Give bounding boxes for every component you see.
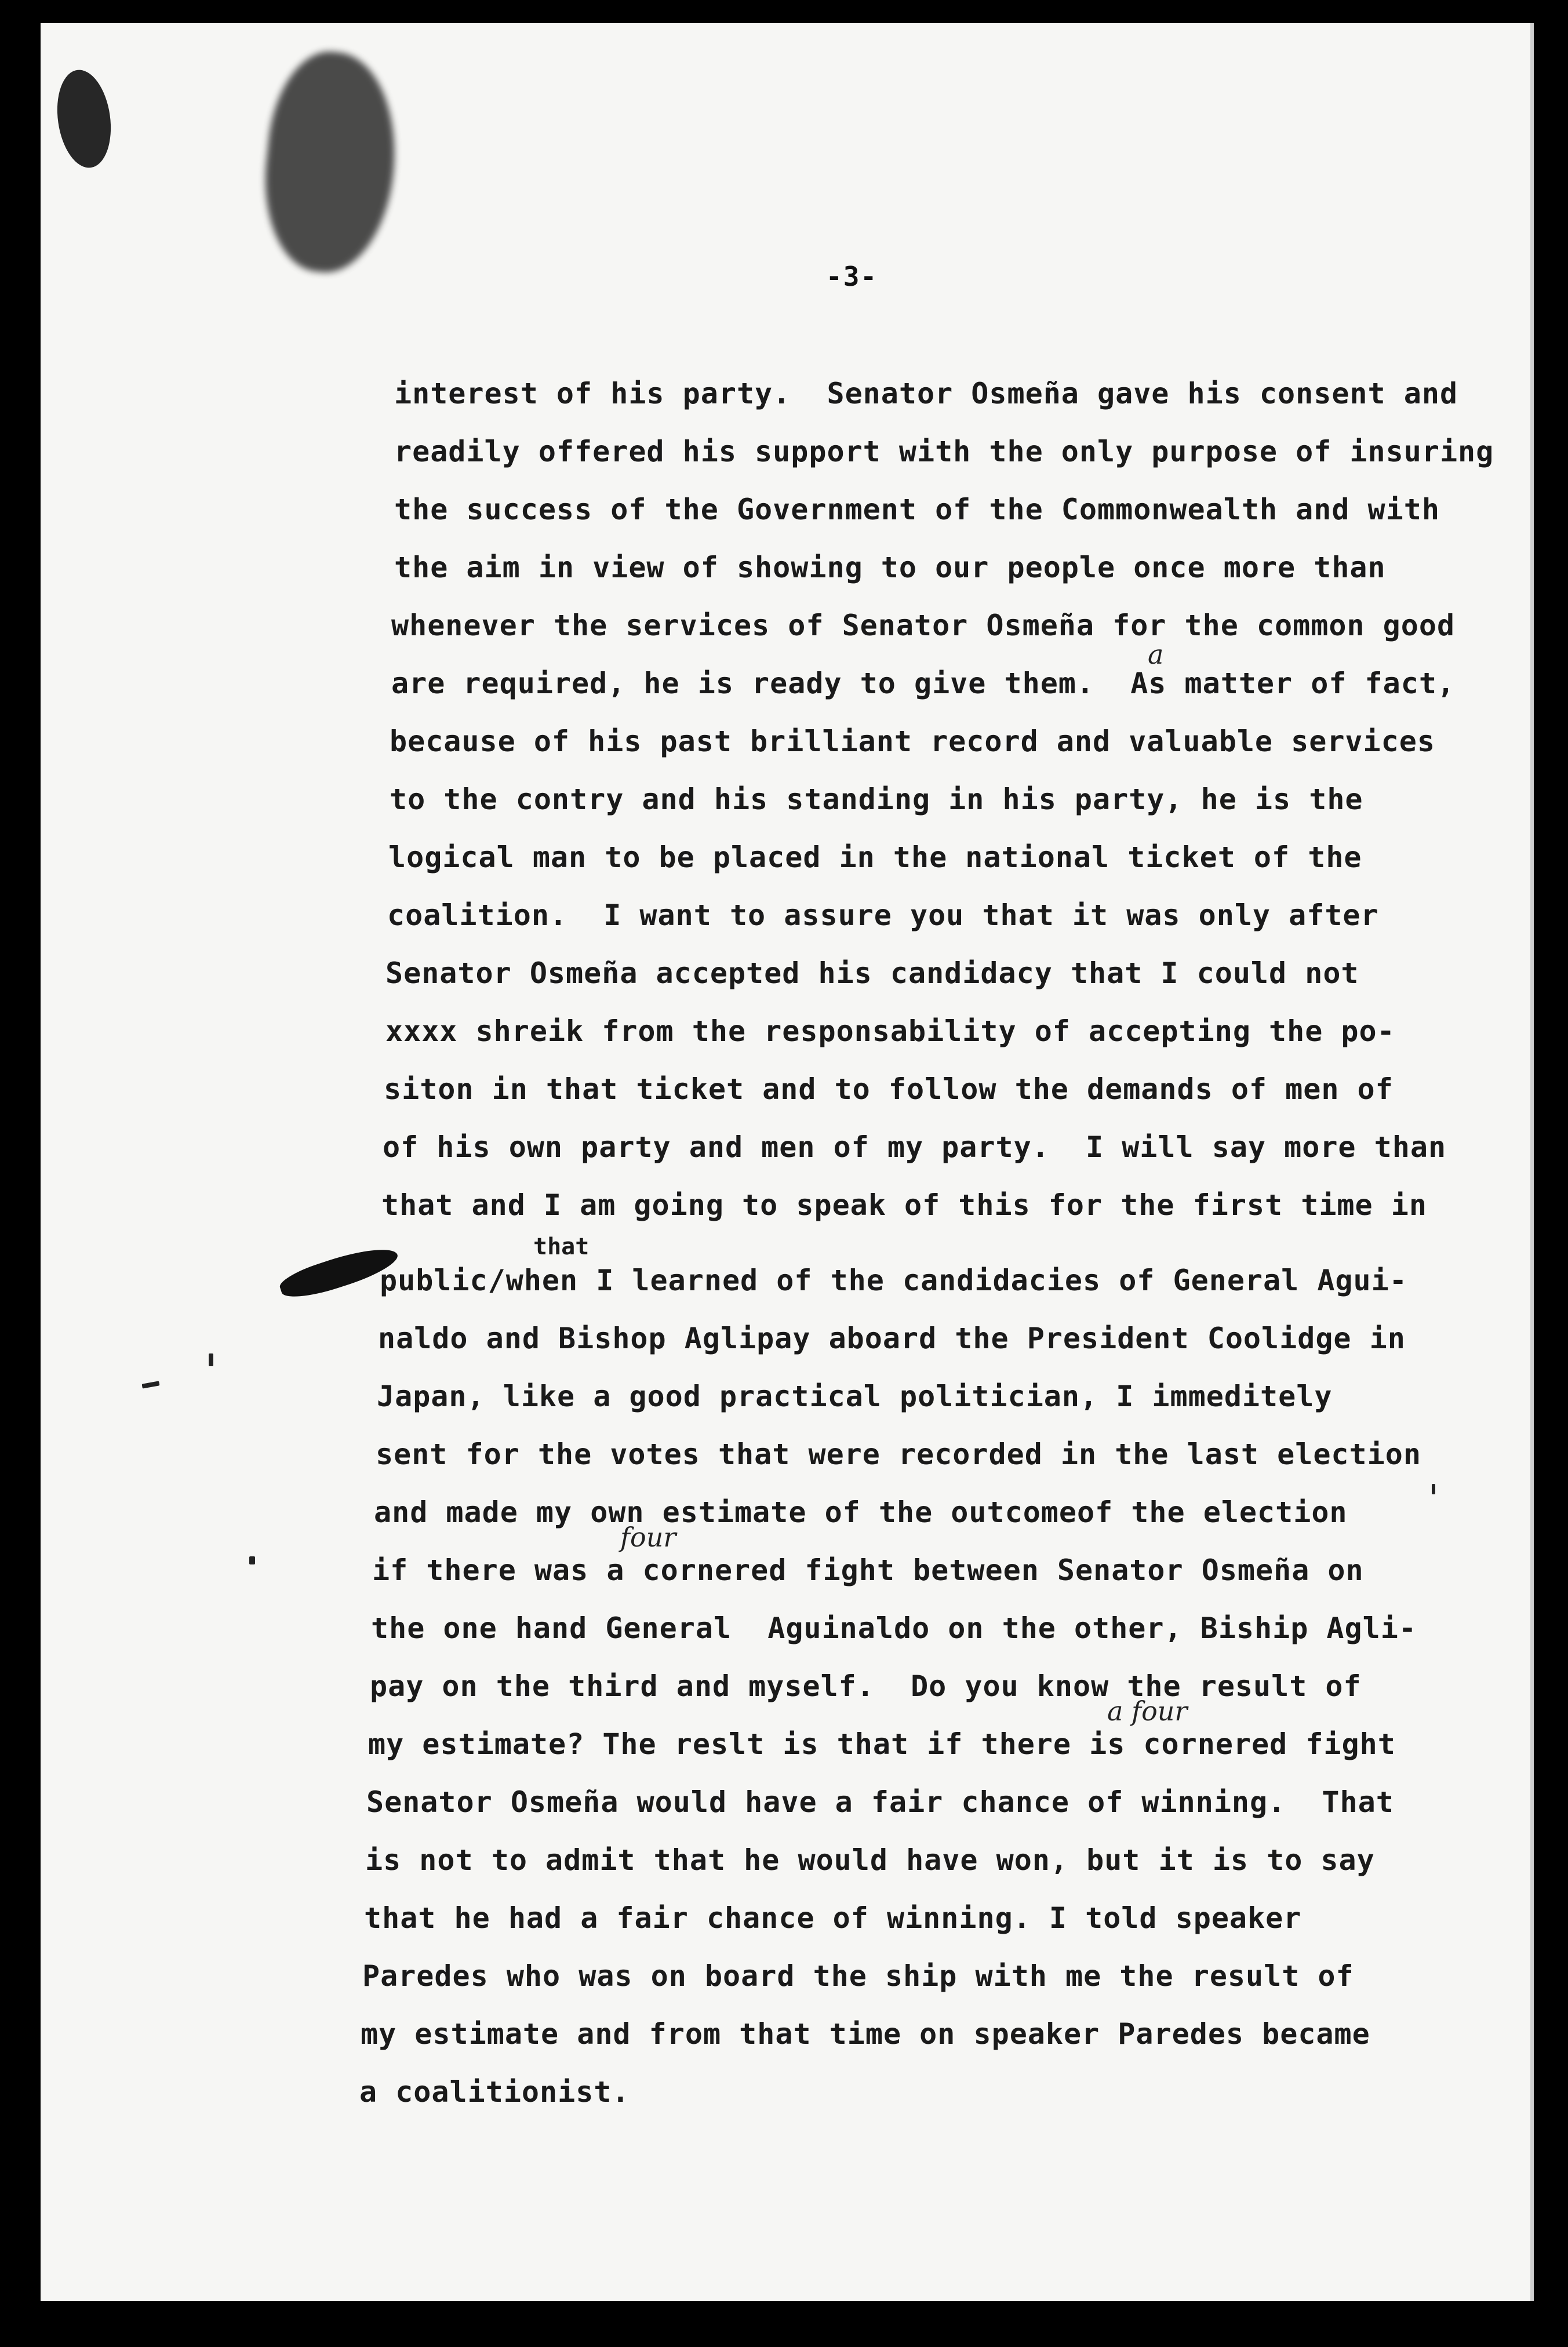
handwritten-insertion: four	[620, 1522, 676, 1553]
ink-speck	[142, 1381, 160, 1388]
text-line: Japan, like a good practical politician, I immeditely	[377, 1380, 1333, 1413]
text-line: Senator Osmeña would have a fair chance of winning. That	[366, 1785, 1394, 1819]
text-line: the aim in view of showing to our people once more than	[394, 551, 1386, 584]
text-line: public/when I learned of the candidacies of General Agui-	[380, 1264, 1407, 1297]
text-line: coalition. I want to assure you that it was only after	[387, 898, 1379, 932]
text-line: logical man to be placed in the national ticket of the	[388, 840, 1362, 874]
text-line: pay on the third and myself. Do you know the result of	[370, 1669, 1362, 1703]
text-line: a coalitionist.	[359, 2075, 630, 2109]
handwritten-insertion: a	[1148, 639, 1164, 670]
text-line: sent for the votes that were recorded in the last election	[376, 1438, 1421, 1471]
text-line: is not to admit that he would have won, but it is to say	[365, 1843, 1375, 1877]
ink-blot	[52, 67, 117, 172]
document-page	[41, 23, 1534, 2301]
ink-smudge	[256, 46, 406, 279]
text-line: my estimate and from that time on speaker Paredes became	[361, 2017, 1370, 2051]
ink-speck	[249, 1556, 255, 1564]
text-line: if there was a cornered fight between Senator Osmeña on	[372, 1553, 1364, 1587]
handwritten-insertion: a four	[1107, 1695, 1188, 1727]
text-line: the one hand General Aguinaldo on the other, Biship Agli-	[371, 1611, 1417, 1645]
text-line: naldo and Bishop Aglipay aboard the President Coolidge in	[378, 1322, 1406, 1355]
text-line: and made my own estimate of the outcomeof the election	[374, 1495, 1348, 1529]
text-line: are required, he is ready to give them. As matter of fact,	[391, 667, 1456, 700]
typed-insertion-that: that	[533, 1233, 590, 1260]
text-line: to the contry and his standing in his party, he is the	[390, 783, 1363, 816]
text-line: Senator Osmeña accepted his candidacy that I could not	[385, 956, 1359, 990]
page-number: -3-	[826, 261, 878, 292]
text-line: siton in that ticket and to follow the demands of men of	[384, 1072, 1394, 1106]
ink-speck	[1432, 1484, 1435, 1494]
text-line: Paredes who was on board the ship with me the result of	[362, 1959, 1354, 1993]
text-line: interest of his party. Senator Osmeña gave his consent and	[394, 377, 1458, 410]
ink-speck	[209, 1353, 213, 1366]
text-line: the success of the Government of the Commonwealth and with	[394, 493, 1440, 526]
text-line: that he had a fair chance of winning. I told speaker	[364, 1901, 1302, 1935]
text-line: readily offered his support with the only purpose of insuring	[394, 435, 1494, 468]
text-line: because of his past brilliant record and valuable services	[390, 725, 1435, 758]
text-line: my estimate? The reslt is that if there is cornered fight	[368, 1727, 1396, 1761]
text-line: xxxx shreik from the responsability of accepting the po-	[385, 1014, 1395, 1048]
text-line: of his own party and men of my party. I will say more than	[383, 1130, 1447, 1164]
text-line: that and I am going to speak of this for the first time in	[381, 1188, 1427, 1222]
text-line: whenever the services of Senator Osmeña for the common good	[391, 609, 1456, 642]
